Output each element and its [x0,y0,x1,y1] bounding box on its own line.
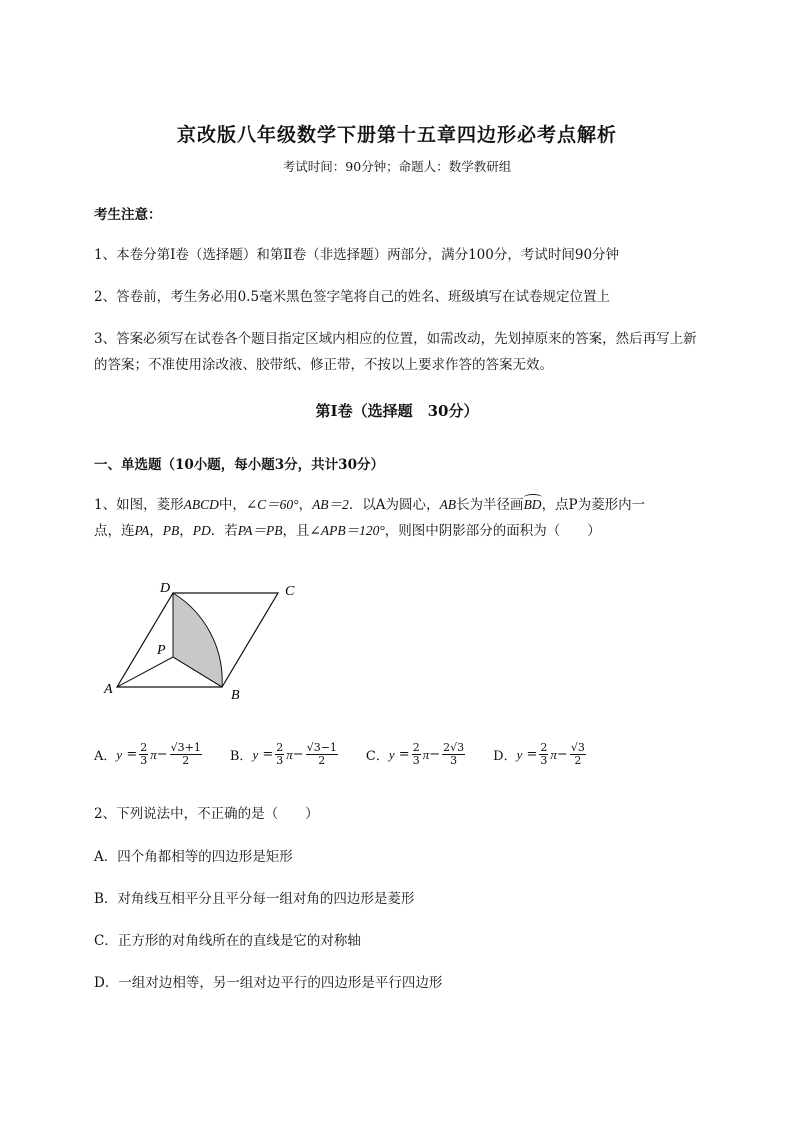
question-1-options [94,742,614,767]
question-2-option-a[interactable]: A．四个角都相等的四边形是矩形 [94,849,293,865]
label-p: P [157,643,166,658]
option-a[interactable]: A． y = $\frac{2}{3}$ π − $\frac{√3+1}{2}$ [94,741,201,767]
label-a: A [104,682,113,697]
question-1-line-2: 点，连PA，PB，PD．若PA＝PB，且∠APB＝120°，则图中阴影部分的面积为（ ） [94,523,601,539]
label-c: C [285,584,295,599]
question-2-stem: 2、下列说法中，不正确的是（ ） [94,806,319,822]
exam-subtitle: 考试时间：90分钟；命题人：数学教研组 [282,159,512,174]
notice-item-3-cont: 的答案；不准使用涂改液、胶带纸、修正带，不按以上要求作答的答案无效。 [94,357,553,373]
part-heading: 一、单选题（10小题，每小题3分，共计30分） [94,457,384,473]
question-2-option-d[interactable]: D．一组对边相等，另一组对边平行的四边形是平行四边形 [94,975,443,991]
notice-item-2: 2、答卷前，考生务必用0.5毫米黑色签字笔将自己的姓名、班级填写在试卷规定位置上 [94,289,611,305]
shaded-region [173,593,222,687]
notice-item-1: 1、本卷分第I卷（选择题）和第Ⅱ卷（非选择题）两部分，满分100分，考试时间90分钟 [94,247,620,263]
label-d: D [160,581,171,596]
question-1-line-1: 1、如图，菱形ABCD中，∠C＝60°，AB＝2．以A为圆心，AB长为半径画BD，点P为菱形内一 [94,497,646,513]
question-2-option-b[interactable]: B．对角线互相平分且平分每一组对角的四边形是菱形 [94,891,415,907]
option-c[interactable]: C． y = $\frac{2}{3}$ π − $\frac{2√3}{3}$ [365,741,465,767]
option-b[interactable]: B． y = $\frac{2}{3}$ π − $\frac{√3-1}{2}$ [229,741,337,767]
notice-heading: 考生注意： [94,207,162,223]
section-title: 第I卷（选择题 30分） [315,402,479,420]
option-d[interactable]: D． y = $\frac{2}{3}$ π − $\frac{√3}{2}$ [493,741,585,767]
exam-title: 京改版八年级数学下册第十五章四边形必考点解析 [176,124,617,146]
arc-bd: BD [523,497,542,512]
label-b: B [231,688,240,703]
rhombus-figure [95,575,315,710]
notice-item-3: 3、答案必须写在试卷各个题目指定区域内相应的位置，如需改动，先划掉原来的答案，然后再写上新 [94,331,697,347]
question-2-option-c[interactable]: C．正方形的对角线所在的直线是它的对称轴 [94,933,361,949]
